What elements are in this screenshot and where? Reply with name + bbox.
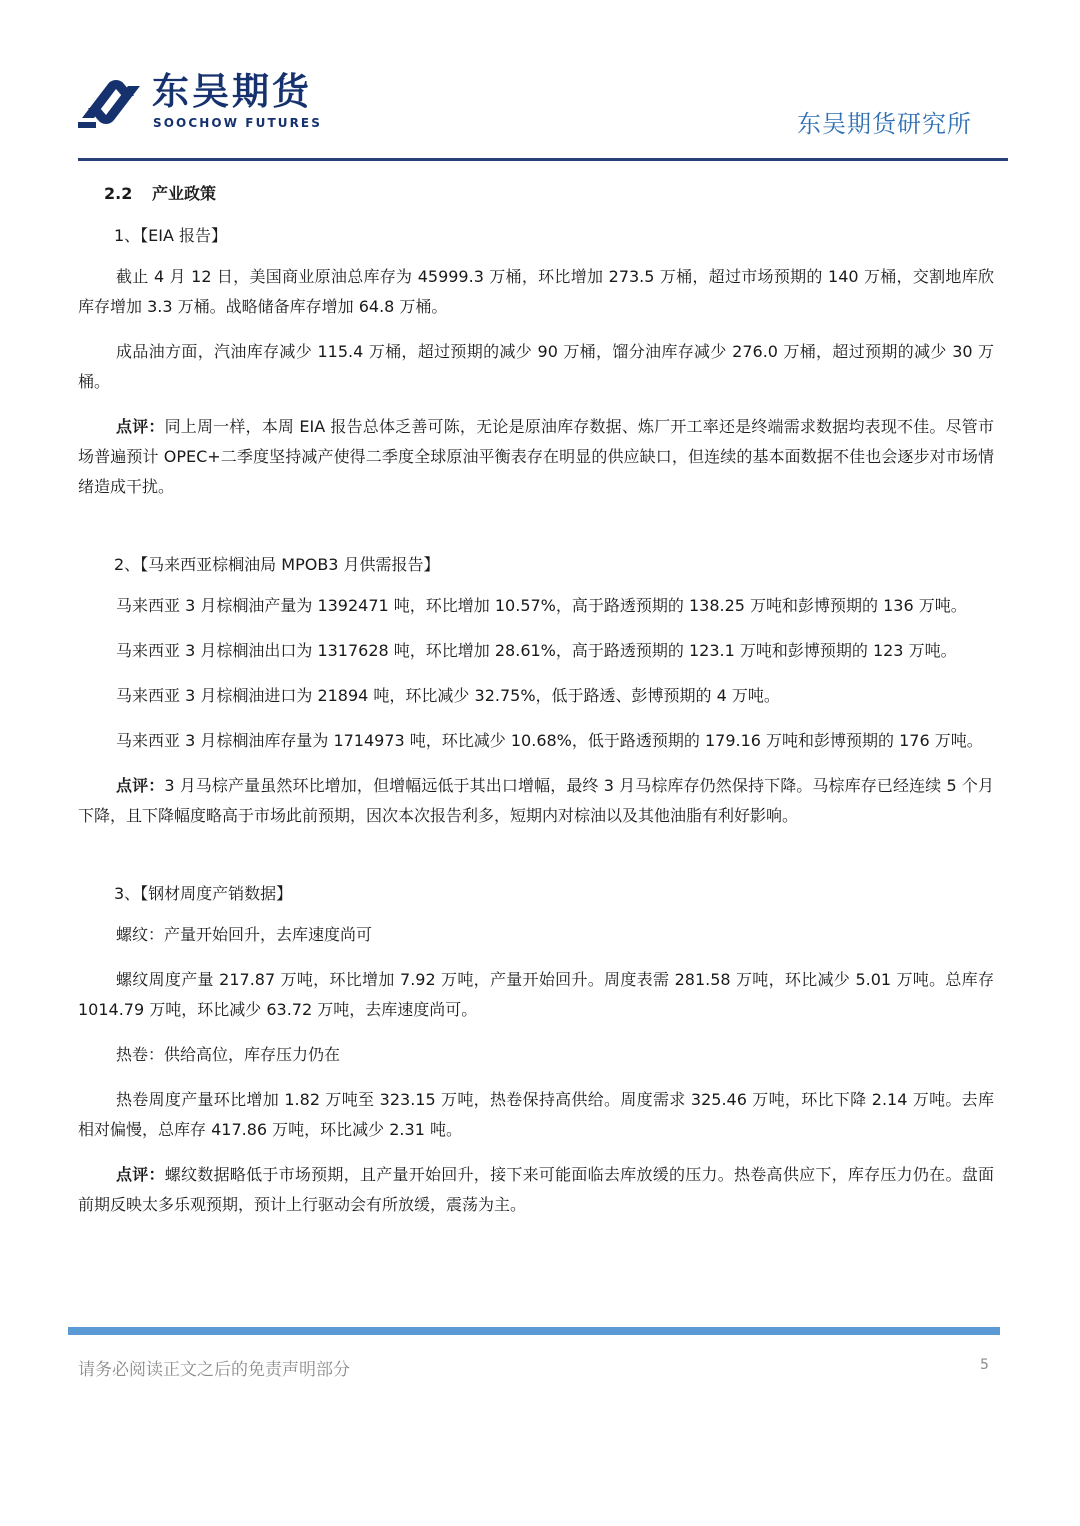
section-title: 产业政策 [152, 184, 217, 203]
item-title-eia: 1、【EIA 报告】 [114, 226, 228, 245]
paragraph: 马来西亚 3 月棕榈油进口为 21894 吨，环比减少 32.75%，低于路透、彭博预期的 4 万吨。 [116, 686, 780, 705]
paragraph: 马来西亚 3 月棕榈油产量为 1392471 吨，环比增加 10.57%，高于路透预期的 138.25 万吨和彭博预期的 136 万吨。 [116, 596, 967, 615]
comment-label: 点评： [116, 417, 165, 436]
comment-text: 3 月马棕产量虽然环比增加，但增幅远低于其出口增幅，最终 3 月马棕库存仍然保持下降。马棕库存已经连续 5 个月下降，且下降幅度略高于市场此前预期，因次本次报告利多，短期内对棕油以及其他油脂有利好影响。 [78, 776, 994, 825]
comment-label: 点评： [116, 1165, 165, 1184]
institute-name: 东吴期货研究所 [797, 110, 972, 138]
comment-paragraph [78, 1160, 994, 1220]
item-title-mpob: 2、【马来西亚棕榈油局 MPOB3 月供需报告】 [114, 555, 440, 574]
comment-paragraph [78, 771, 994, 831]
paragraph: 截止 4 月 12 日，美国商业原油总库存为 45999.3 万桶，环比增加 273.5 万桶，超过市场预期的 140 万桶，交割地库欣库存增加 3.3 万桶。战略储备库存增加 64.8 万桶。 [78, 267, 994, 316]
header-divider [78, 158, 1008, 161]
footer-divider [68, 1327, 1000, 1335]
item-title-steel: 3、【钢材周度产销数据】 [114, 884, 293, 903]
soochow-s-logo-icon [78, 74, 144, 130]
disclaimer-note: 请务必阅读正文之后的免责声明部分 [78, 1360, 350, 1380]
section-heading [104, 180, 994, 208]
paragraph: 马来西亚 3 月棕榈油库存量为 1714973 吨，环比减少 10.68%，低于路透预期的 179.16 万吨和彭博预期的 176 万吨。 [116, 731, 983, 750]
brand-name-en: SOOCHOW FUTURES [153, 116, 322, 130]
comment-text: 同上周一样，本周 EIA 报告总体乏善可陈，无论是原油库存数据、炼厂开工率还是终端需求数据均表现不佳。尽管市场普遍预计 OPEC+二季度坚持减产使得二季度全球原油平衡表存在明显的供应缺口，但连续的基本面数据不佳也会逐步对市场情绪造成干扰。 [78, 417, 994, 496]
page-number: 5 [980, 1357, 989, 1373]
paragraph: 马来西亚 3 月棕榈油出口为 1317628 吨，环比增加 28.61%，高于路透预期的 123.1 万吨和彭博预期的 123 万吨。 [116, 641, 957, 660]
section-number: 2.2 [104, 184, 133, 203]
paragraph: 螺纹周度产量 217.87 万吨，环比增加 7.92 万吨，产量开始回升。周度表需 281.58 万吨，环比减少 5.01 万吨。总库存 1014.79 万吨，环比减少 63.72 万吨，去库速度尚可。 [78, 970, 994, 1019]
document-body [78, 180, 994, 1235]
page-header [0, 0, 1080, 170]
comment-text: 螺纹数据略低于市场预期，且产量开始回升，接下来可能面临去库放缓的压力。热卷高供应下，库存压力仍在。盘面前期反映太多乐观预期，预计上行驱动会有所放缓，震荡为主。 [78, 1165, 994, 1214]
paragraph: 热卷：供给高位，库存压力仍在 [116, 1045, 341, 1064]
comment-label: 点评： [116, 776, 165, 795]
paragraph: 热卷周度产量环比增加 1.82 万吨至 323.15 万吨，热卷保持高供给。周度需求 325.46 万吨，环比下降 2.14 万吨。去库相对偏慢，总库存 417.86 万吨，环比减少 2.31 吨。 [78, 1090, 994, 1139]
brand-name-cn: 东吴期货 [152, 70, 312, 113]
paragraph: 成品油方面，汽油库存减少 115.4 万桶，超过预期的减少 90 万桶，馏分油库存减少 276.0 万桶，超过预期的减少 30 万桶。 [78, 342, 994, 391]
comment-paragraph [78, 412, 994, 502]
paragraph: 螺纹：产量开始回升，去库速度尚可 [116, 925, 373, 944]
